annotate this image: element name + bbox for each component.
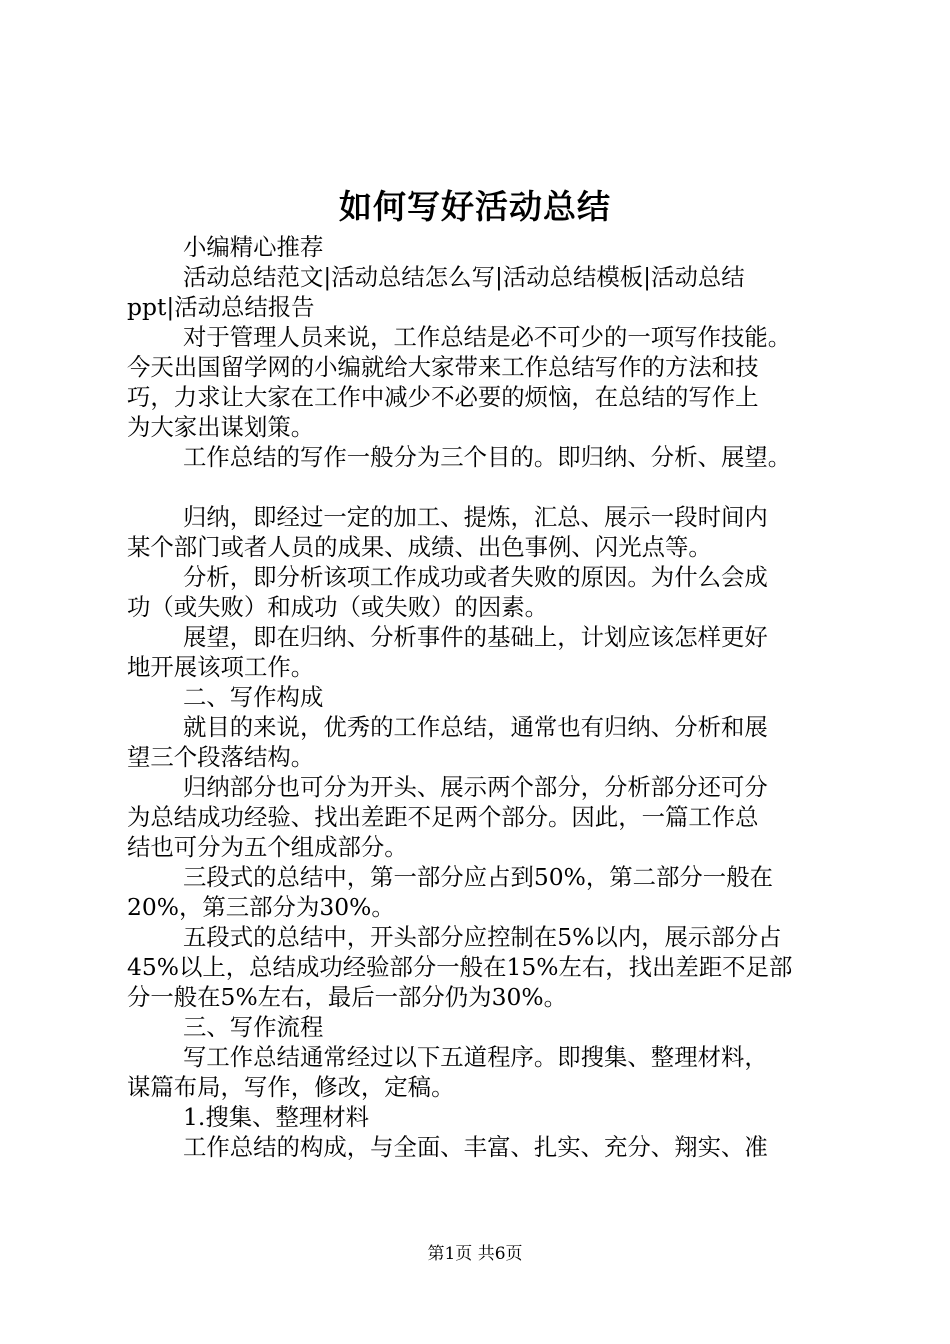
text-line: 巧，力求让大家在工作中减少不必要的烦恼，在总结的写作上 xyxy=(127,383,759,411)
blank-line xyxy=(127,472,835,502)
text-line: 归纳，即经过一定的加工、提炼，汇总、展示一段时间内 xyxy=(183,503,768,531)
text-line: 45%以上，总结成功经验部分一般在15%左右，找出差距不足部 xyxy=(127,953,793,981)
text-line: 三段式的总结中，第一部分应占到50%，第二部分一般在 xyxy=(183,863,773,891)
text-line: 小编精心推荐 xyxy=(183,233,324,261)
text-line: 写工作总结通常经过以下五道程序。即搜集、整理材料， xyxy=(183,1043,768,1071)
text-line: 为大家出谋划策。 xyxy=(127,413,315,441)
text-line: 就目的来说，优秀的工作总结，通常也有归纳、分析和展 xyxy=(183,713,768,741)
text-line: 归纳部分也可分为开头、展示两个部分，分析部分还可分 xyxy=(183,773,768,801)
text-line: 今天出国留学网的小编就给大家带来工作总结写作的方法和技 xyxy=(127,353,759,381)
text-line: ppt|活动总结报告 xyxy=(127,293,315,321)
text-line: 分析，即分析该项工作成功或者失败的原因。为什么会成 xyxy=(183,563,768,591)
text-line: 活动总结范文|活动总结怎么写|活动总结模板|活动总结 xyxy=(183,263,745,291)
text-line: 某个部门或者人员的成果、成绩、出色事例、闪光点等。 xyxy=(127,533,712,561)
text-line: 功（或失败）和成功（或失败）的因素。 xyxy=(127,593,549,621)
page-footer: 第1页 共6页 xyxy=(427,1244,523,1264)
subsection-heading: 1.搜集、整理材料 xyxy=(183,1103,370,1131)
text-line: 地开展该项工作。 xyxy=(127,653,315,681)
section-heading: 二、写作构成 xyxy=(183,683,324,711)
text-line: 工作总结的构成，与全面、丰富、扎实、充分、翔实、准 xyxy=(183,1133,768,1161)
text-line: 分一般在5%左右，最后一部分仍为30%。 xyxy=(127,983,567,1011)
text-line: 为总结成功经验、找出差距不足两个部分。因此，一篇工作总 xyxy=(127,803,759,831)
text-line: 望三个段落结构。 xyxy=(127,743,315,771)
text-line: 20%，第三部分为30%。 xyxy=(127,893,395,921)
text-line: 结也可分为五个组成部分。 xyxy=(127,833,408,861)
section-heading: 三、写作流程 xyxy=(183,1013,324,1041)
text-line: 工作总结的写作一般分为三个目的。即归纳、分析、展望。 xyxy=(183,443,792,471)
text-line: 谋篇布局，写作，修改，定稿。 xyxy=(127,1073,455,1101)
text-line: 对于管理人员来说，工作总结是必不可少的一项写作技能。 xyxy=(183,323,792,351)
document-title: 如何写好活动总结 xyxy=(339,187,611,226)
document-body xyxy=(127,232,835,1162)
text-line: 展望，即在归纳、分析事件的基础上，计划应该怎样更好 xyxy=(183,623,768,651)
text-line: 五段式的总结中，开头部分应控制在5%以内，展示部分占 xyxy=(183,923,782,951)
